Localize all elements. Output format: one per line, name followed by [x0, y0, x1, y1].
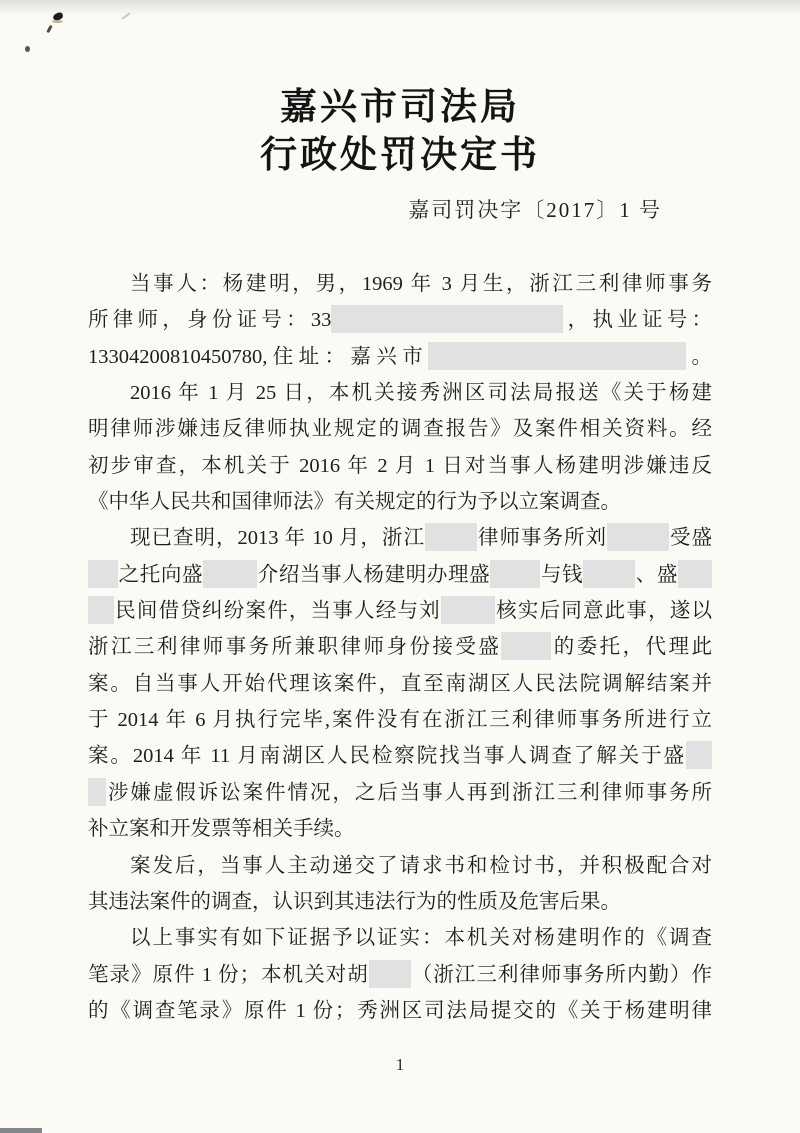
body-line: [88, 448, 712, 484]
text-segment: 所律师，身份证号：33: [88, 309, 332, 332]
text-segment: 其违法案件的调查，认识到其违法行为的性质及危害后果。: [88, 890, 621, 913]
body-line: [88, 811, 712, 847]
redaction-box: [203, 560, 257, 588]
text-segment: 介绍当事人杨建明办理盛: [257, 563, 491, 586]
text-segment: 核实后同意此事，遂以: [494, 600, 713, 623]
text-segment: 初步审查，本机关于 2016 年 2 月 1 日对当事人杨建明涉嫌违反: [88, 454, 712, 477]
body-line: [88, 848, 712, 884]
document-body: [88, 266, 712, 1029]
body-line: [88, 484, 712, 520]
text-segment: 于 2014 年 6 月执行完毕,案件没有在浙江三利律师事务所进行立: [88, 709, 712, 732]
text-segment: 。: [686, 345, 712, 368]
redaction-box: [88, 778, 106, 806]
body-line: [88, 302, 712, 338]
body-line: [88, 520, 712, 556]
redaction-box: [607, 523, 669, 551]
redaction-box: [678, 560, 712, 588]
body-line: [88, 775, 712, 811]
redaction-box: [88, 596, 114, 624]
body-line: [88, 957, 712, 993]
text-segment: 现已查明，2013 年 10 月，浙江: [130, 527, 425, 550]
text-segment: 的《调查笔录》原件 1 份；秀洲区司法局提交的《关于杨建明律: [88, 999, 712, 1022]
text-segment: 与钱: [540, 563, 584, 586]
body-line: [88, 557, 712, 593]
redaction-box: [441, 596, 495, 624]
body-line: [88, 266, 712, 302]
redaction-box: [88, 560, 118, 588]
redaction-box: [425, 523, 477, 551]
text-segment: 律师事务所刘: [476, 527, 607, 550]
scanner-noise-band: [0, 0, 800, 15]
body-line: [88, 993, 712, 1029]
body-line: [88, 629, 712, 665]
redaction-box: [501, 632, 551, 660]
document-number: 嘉司罚决字〔2017〕1 号: [408, 198, 662, 222]
text-segment: 浙江三利律师事务所兼职律师身份接受盛: [88, 636, 502, 659]
redaction-box: [369, 960, 411, 988]
scan-edge-mark: [0, 1128, 42, 1133]
text-segment: 之托向盛: [118, 563, 204, 586]
document-title-org: 嘉兴市司法局: [280, 87, 520, 128]
text-segment: 民间借贷纠纷案件，当事人经与刘: [114, 600, 441, 623]
body-line: [88, 702, 712, 738]
text-segment: ，执业证号：: [563, 309, 713, 332]
text-segment: 涉嫌虚假诉讼案件情况，之后当事人再到浙江三利律师事务所: [106, 781, 712, 804]
body-line: [88, 738, 712, 774]
text-segment: （浙江三利律师事务所内勤）作: [410, 963, 712, 986]
redaction-box: [331, 305, 563, 333]
document-title-type: 行政处罚决定书: [260, 135, 540, 176]
body-line: [88, 593, 712, 629]
text-segment: 13304200810450780,住址：嘉兴市: [88, 345, 429, 368]
text-segment: 补立案和开发票等相关手续。: [88, 818, 355, 841]
redaction-box: [428, 342, 686, 370]
ink-speck: [25, 46, 30, 52]
redaction-box: [583, 560, 635, 588]
redaction-box: [686, 741, 712, 769]
body-line: [88, 666, 712, 702]
text-segment: 当事人：杨建明，男，1969 年 3 月生，浙江三利律师事务: [130, 273, 712, 295]
text-segment: 《中华人民共和国律师法》有关规定的行为予以立案调查。: [88, 491, 621, 514]
text-segment: 2016 年 1 月 25 日，本机关接秀洲区司法局报送《关于杨建: [130, 382, 712, 405]
page-number: 1: [395, 1055, 405, 1075]
text-segment: 、盛: [635, 563, 679, 586]
body-line: [88, 920, 712, 956]
text-segment: 案。自当事人开始代理该案件，直至南湖区人民法院调解结案并: [88, 672, 712, 695]
ink-speck: [52, 20, 63, 23]
text-segment: 受盛: [669, 527, 713, 550]
text-segment: 明律师涉嫌违反律师执业规定的调查报告》及案件相关资料。经: [88, 418, 712, 441]
redaction-box: [490, 560, 540, 588]
text-segment: 笔录》原件 1 份；本机关对胡: [88, 963, 369, 986]
body-line: [88, 339, 712, 375]
body-line: [88, 411, 712, 447]
text-segment: 的委托，代理此: [551, 636, 713, 659]
body-line: [88, 884, 712, 920]
text-segment: 以上事实有如下证据予以证实：本机关对杨建明作的《调查: [130, 927, 712, 950]
body-line: [88, 375, 712, 411]
text-segment: 案发后，当事人主动递交了请求书和检讨书，并积极配合对: [130, 854, 712, 877]
text-segment: 案。2014 年 11 月南湖区人民检察院找当事人调查了解关于盛: [88, 745, 686, 768]
